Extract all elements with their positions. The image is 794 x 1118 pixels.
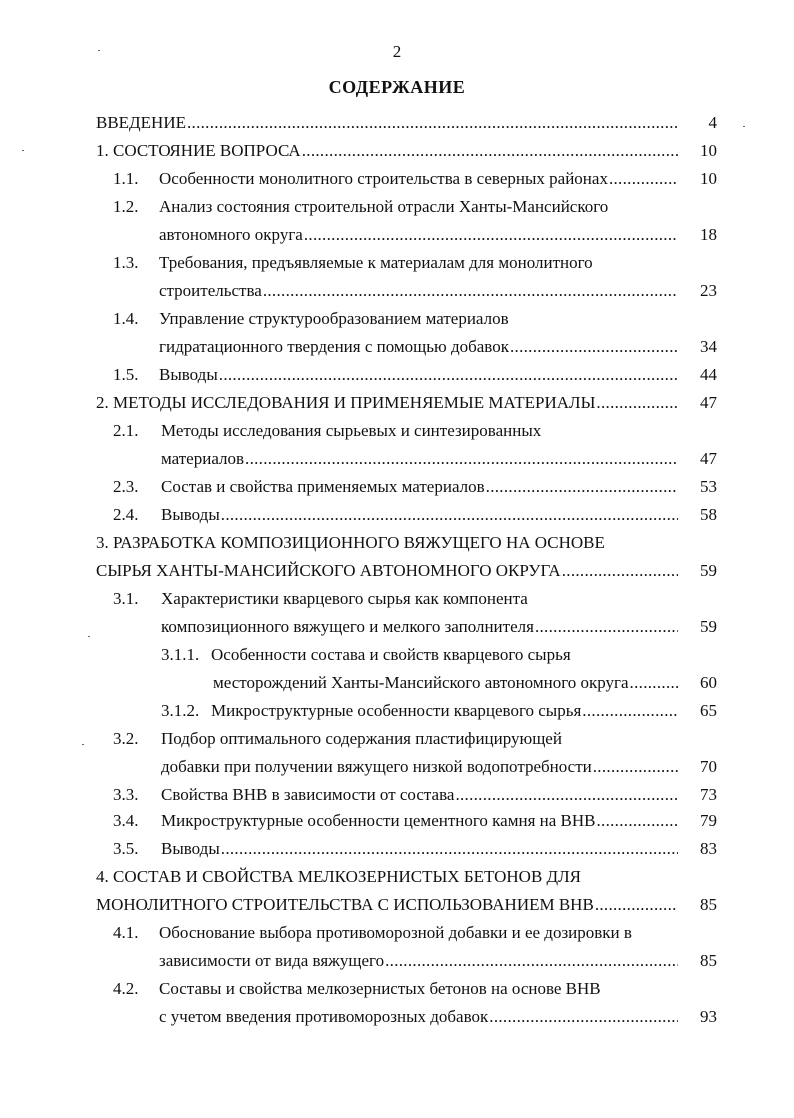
toc-section-number: 2.3. bbox=[113, 477, 139, 496]
toc-entry-text: Особенности монолитного строительства в северных районах bbox=[159, 169, 608, 188]
toc-page-number: 60 bbox=[700, 673, 717, 692]
toc-page-number: 83 bbox=[700, 839, 717, 858]
toc-section-number: 3.1.1. bbox=[161, 645, 200, 664]
toc-entry-line bbox=[213, 673, 678, 693]
toc-entry-text: Микроструктурные особенности цементного камня на ВНВ bbox=[161, 811, 596, 830]
dot-leader bbox=[221, 505, 678, 525]
toc-entry-line bbox=[161, 505, 678, 525]
toc-entry-text: Методы исследования сырьевых и синтезированных bbox=[161, 421, 542, 440]
toc-entry-text: Особенности состава и свойств кварцевого сырья bbox=[211, 645, 571, 664]
toc-page-number: 53 bbox=[700, 477, 717, 496]
toc-entry-line bbox=[161, 839, 678, 859]
toc-page-number: 4 bbox=[708, 113, 717, 132]
toc-section-number: 2.4. bbox=[113, 505, 139, 524]
scan-speck bbox=[743, 126, 745, 127]
toc-entry-line bbox=[211, 701, 678, 721]
toc-section-number: 3.5. bbox=[113, 839, 139, 858]
toc-page-number: 18 bbox=[700, 225, 717, 244]
toc-entry-text: 3. РАЗРАБОТКА КОМПОЗИЦИОННОГО ВЯЖУЩЕГО НА ОСНОВЕ bbox=[96, 533, 605, 552]
toc-entry-text: месторождений Ханты-Мансийского автономного округа bbox=[213, 673, 629, 692]
toc-entry-line bbox=[159, 951, 678, 971]
toc-page-number: 34 bbox=[700, 337, 717, 356]
dot-leader bbox=[263, 281, 678, 301]
toc-section-number: 3.1. bbox=[113, 589, 139, 608]
dot-leader bbox=[596, 393, 678, 413]
toc-entry-text: 1. СОСТОЯНИЕ ВОПРОСА bbox=[96, 141, 301, 160]
toc-entry-line bbox=[161, 617, 678, 637]
toc-entry-text: Свойства ВНВ в зависимости от состава bbox=[161, 785, 455, 804]
toc-entry-text: гидратационного твердения с помощью добавок bbox=[159, 337, 509, 356]
toc-entry-text: зависимости от вида вяжущего bbox=[159, 951, 385, 970]
toc-entry-line bbox=[161, 449, 678, 469]
toc-entry-line bbox=[159, 365, 678, 385]
page-number: 2 bbox=[392, 42, 402, 61]
page-title: СОДЕРЖАНИЕ bbox=[328, 77, 466, 97]
toc-page-number: 65 bbox=[700, 701, 717, 720]
dot-leader bbox=[221, 839, 678, 859]
dot-leader bbox=[582, 701, 678, 721]
toc-page-number: 73 bbox=[700, 785, 717, 804]
toc-entry-text: материалов bbox=[161, 449, 245, 468]
dot-leader bbox=[535, 617, 678, 637]
toc-entry-text: Характеристики кварцевого сырья как компонента bbox=[161, 589, 528, 608]
dot-leader bbox=[385, 951, 678, 971]
dot-leader bbox=[486, 477, 678, 497]
toc-entry-text: СЫРЬЯ ХАНТЫ-МАНСИЙСКОГО АВТОНОМНОГО ОКРУГА bbox=[96, 561, 561, 580]
toc-section-number: 1.2. bbox=[113, 197, 139, 216]
dot-leader bbox=[304, 225, 678, 245]
toc-entry-line bbox=[159, 281, 678, 301]
dot-leader bbox=[302, 141, 678, 161]
toc-entry-text: с учетом введения противоморозных добавок bbox=[159, 1007, 489, 1026]
dot-leader bbox=[609, 169, 678, 189]
toc-section-number: 1.3. bbox=[113, 253, 139, 272]
toc-page-number: 10 bbox=[700, 169, 717, 188]
toc-entry-line bbox=[161, 811, 678, 831]
toc-entry-text: Подбор оптимального содержания пластифицирующей bbox=[161, 729, 562, 748]
toc-entry-text: Требования, предъявляемые к материалам для монолитного bbox=[159, 253, 593, 272]
toc-page-number: 70 bbox=[700, 757, 717, 776]
scan-speck bbox=[82, 744, 84, 745]
dot-leader bbox=[630, 673, 678, 693]
toc-entry-text: 2. МЕТОДЫ ИССЛЕДОВАНИЯ И ПРИМЕНЯЕМЫЕ МАТЕРИАЛЫ bbox=[96, 393, 596, 412]
toc-page-number: 59 bbox=[700, 561, 717, 580]
scan-speck bbox=[22, 150, 24, 151]
toc-entry-text: 4. СОСТАВ И СВОЙСТВА МЕЛКОЗЕРНИСТЫХ БЕТОНОВ ДЛЯ bbox=[96, 867, 582, 886]
toc-entry-text: Микроструктурные особенности кварцевого сырья bbox=[211, 701, 582, 720]
toc-section-number: 1.5. bbox=[113, 365, 139, 384]
toc-entry-text: строительства bbox=[159, 281, 262, 300]
toc-entry-text: Управление структурообразованием материалов bbox=[159, 309, 509, 328]
toc-entry-text: Состав и свойства применяемых материалов bbox=[161, 477, 485, 496]
toc-entry-line bbox=[96, 141, 678, 161]
dot-leader bbox=[187, 113, 678, 133]
toc-section-number: 1.4. bbox=[113, 309, 139, 328]
toc-section-number: 3.1.2. bbox=[161, 701, 200, 720]
toc-entry-line bbox=[96, 393, 678, 413]
toc-page-number: 47 bbox=[700, 449, 717, 468]
dot-leader bbox=[562, 561, 678, 581]
toc-page-number: 44 bbox=[700, 365, 717, 384]
toc-page-number: 47 bbox=[700, 393, 717, 412]
toc-entry-text: ВВЕДЕНИЕ bbox=[96, 113, 186, 132]
scan-speck bbox=[98, 50, 100, 51]
toc-page-number: 85 bbox=[700, 951, 717, 970]
toc-entry-line bbox=[159, 225, 678, 245]
toc-entry-text: Анализ состояния строительной отрасли Ханты-Мансийского bbox=[159, 197, 609, 216]
toc-section-number: 2.1. bbox=[113, 421, 139, 440]
toc-section-number: 4.1. bbox=[113, 923, 139, 942]
dot-leader bbox=[245, 449, 678, 469]
toc-page-number: 59 bbox=[700, 617, 717, 636]
toc-section-number: 4.2. bbox=[113, 979, 139, 998]
toc-entry-text: Выводы bbox=[161, 839, 220, 858]
toc-section-number: 3.3. bbox=[113, 785, 139, 804]
dot-leader bbox=[219, 365, 678, 385]
toc-entry-text: автономного округа bbox=[159, 225, 303, 244]
toc-entry-line bbox=[159, 1007, 678, 1027]
toc-entry-text: Выводы bbox=[161, 505, 220, 524]
scan-speck bbox=[88, 636, 90, 637]
toc-entry-line bbox=[96, 895, 678, 915]
toc-entry-line bbox=[159, 169, 678, 189]
toc-entry-line bbox=[159, 337, 678, 357]
toc-entry-line bbox=[161, 785, 678, 805]
toc-entry-text: Выводы bbox=[159, 365, 218, 384]
dot-leader bbox=[510, 337, 678, 357]
toc-entry-line bbox=[96, 113, 678, 133]
toc-section-number: 1.1. bbox=[113, 169, 139, 188]
toc-entry-line bbox=[96, 561, 678, 581]
dot-leader bbox=[593, 757, 678, 777]
toc-page-number: 23 bbox=[700, 281, 717, 300]
toc-page-number: 85 bbox=[700, 895, 717, 914]
toc-entry-line bbox=[161, 757, 678, 777]
toc-page-number: 93 bbox=[700, 1007, 717, 1026]
dot-leader bbox=[595, 895, 678, 915]
toc-section-number: 3.4. bbox=[113, 811, 139, 830]
toc-entry-text: МОНОЛИТНОГО СТРОИТЕЛЬСТВА С ИСПОЛЬЗОВАНИЕМ ВНВ bbox=[96, 895, 594, 914]
toc-entry-text: добавки при получении вяжущего низкой водопотребности bbox=[161, 757, 592, 776]
toc-entry-text: Составы и свойства мелкозернистых бетонов на основе ВНВ bbox=[159, 979, 601, 998]
toc-entry-text: Обоснование выбора противоморозной добавки и ее дозировки в bbox=[159, 923, 632, 942]
dot-leader bbox=[489, 1007, 678, 1027]
toc-entry-text: композиционного вяжущего и мелкого заполнителя bbox=[161, 617, 534, 636]
toc-page-number: 10 bbox=[700, 141, 717, 160]
toc-entry-line bbox=[161, 477, 678, 497]
toc-section-number: 3.2. bbox=[113, 729, 139, 748]
toc-page-number: 79 bbox=[700, 811, 717, 830]
toc-page-number: 58 bbox=[700, 505, 717, 524]
dot-leader bbox=[596, 811, 678, 831]
dot-leader bbox=[455, 785, 678, 805]
